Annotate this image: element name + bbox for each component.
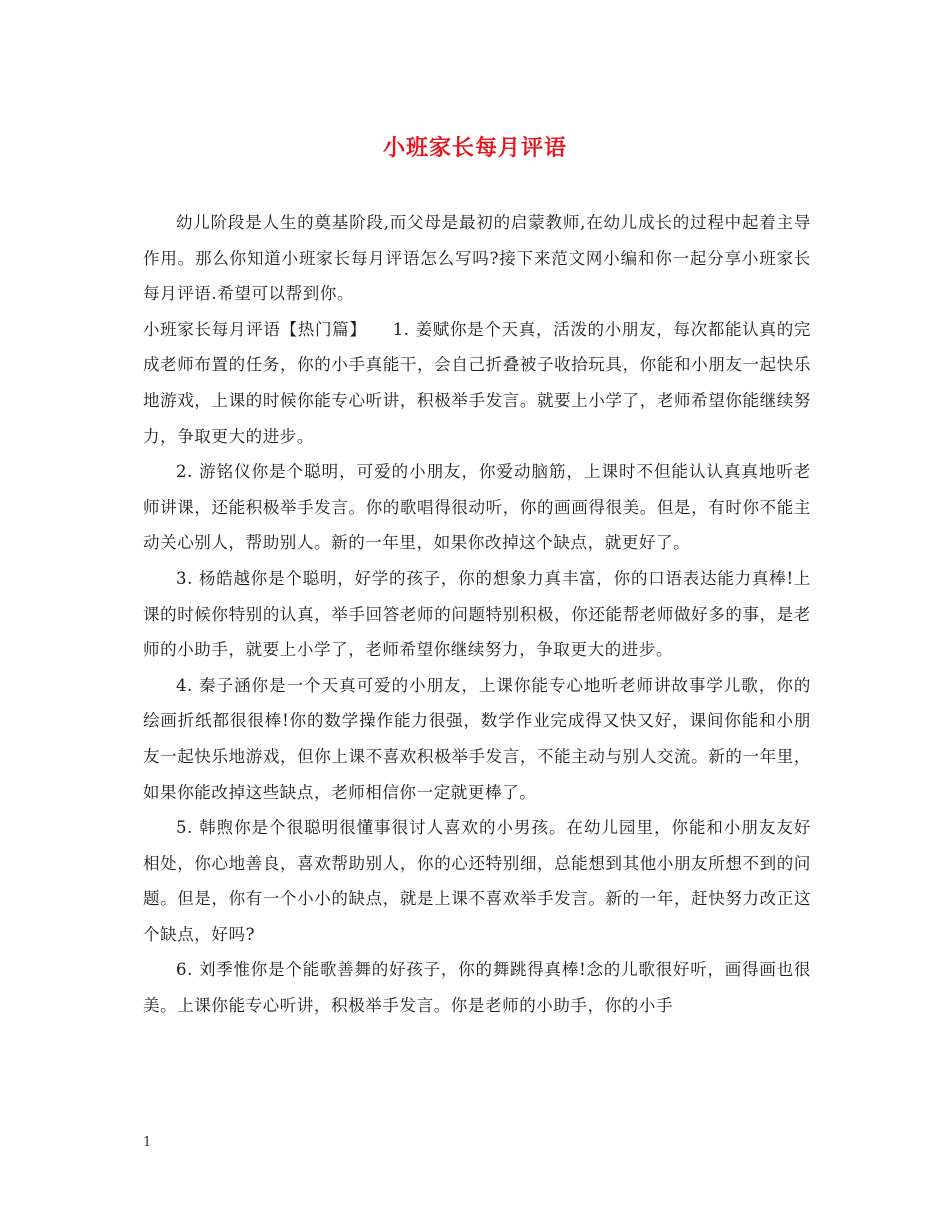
document-title: 小班家长每月评语	[382, 135, 567, 161]
comment-paragraph-1: 小班家长每月评语【热门篇】 1. 姜赋你是个天真，活泼的小朋友，每次都能认真的完成老师布置的任务，你的小手真能干，会自己折叠被子收拾玩具，你能和小朋友一起快乐地游戏，上课的时候你能专心听讲，积极举手发言。就要上小学了，老师希望你能继续努力，争取更大的进步。	[143, 319, 811, 446]
page-number: 1	[143, 1135, 152, 1150]
comment-paragraph-2: 2. 游铭仪你是个聪明，可爱的小朋友，你爱动脑筋，上课时不但能认认真真地听老师讲课，还能积极举手发言。你的歌唱得很动听，你的画画得很美。但是，有时你不能主动关心别人，帮助别人。新的一年里，如果你改掉这个缺点，就更好了。	[143, 462, 811, 553]
document-body	[143, 205, 811, 1024]
comment-paragraph-5: 5. 韩煦你是个很聪明很懂事很讨人喜欢的小男孩。在幼儿园里，你能和小朋友友好相处，你心地善良，喜欢帮助别人，你的心还特别细，总能想到其他小朋友所想不到的问题。但是，你有一个小小的缺点，就是上课不喜欢举手发言。新的一年，赶快努力改正这个缺点，好吗?	[143, 818, 811, 944]
comment-paragraph-4: 4. 秦子涵你是一个天真可爱的小朋友，上课你能专心地听老师讲故事学儿歌，你的绘画折纸都很很棒!你的数学操作能力很强，数学作业完成得又快又好，课间你能和小朋友一起快乐地游戏，但你上课不喜欢积极举手发言，不能主动与别人交流。新的一年里，如果你能改掉这些缺点，老师相信你一定就更棒了。	[143, 675, 811, 802]
intro-paragraph: 幼儿阶段是人生的奠基阶段,而父母是最初的启蒙教师,在幼儿成长的过程中起着主导作用。那么你知道小班家长每月评语怎么写吗?接下来范文网小编和你一起分享小班家长每月评语.希望可以帮到你。	[143, 213, 811, 304]
comment-paragraph-6: 6. 刘季惟你是个能歌善舞的好孩子，你的舞跳得真棒!念的儿歌很好听，画得画也很美。上课你能专心听讲，积极举手发言。你是老师的小助手，你的小手	[143, 960, 811, 1016]
comment-paragraph-3: 3. 杨皓越你是个聪明，好学的孩子，你的想象力真丰富，你的口语表达能力真棒!上课的时候你特别的认真，举手回答老师的问题特别积极，你还能帮老师做好多的事，是老师的小助手，就要上小学了，老师希望你继续努力，争取更大的进步。	[143, 568, 811, 660]
